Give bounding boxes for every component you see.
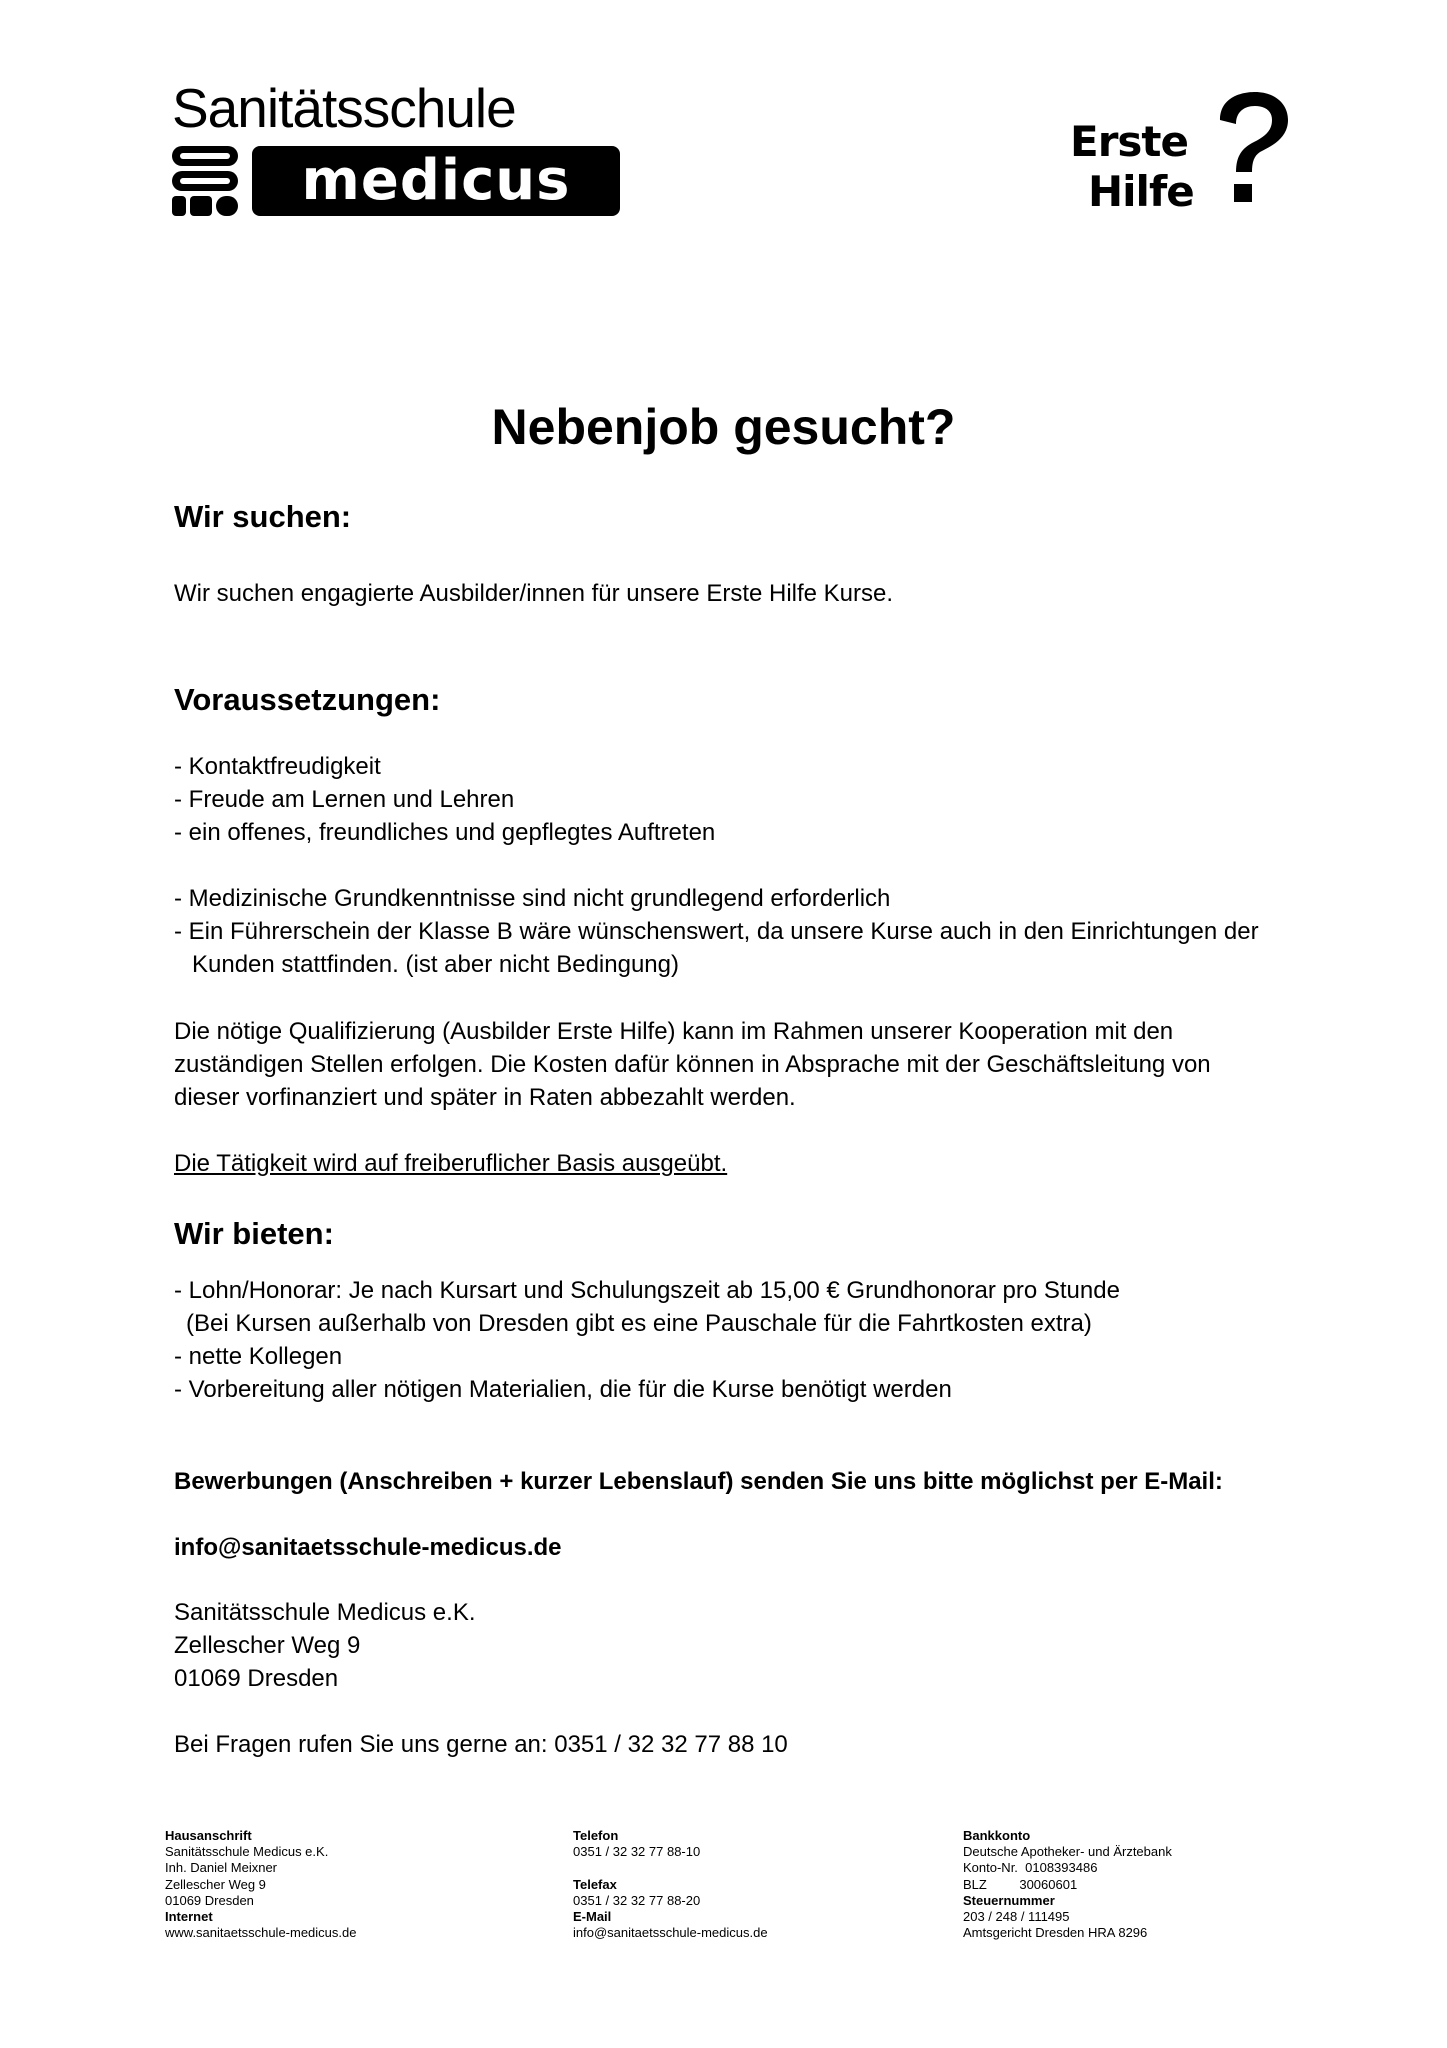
paragraph-line: zuständigen Stellen erfolgen. Die Kosten dafür können in Absprache mit der Geschäftsleitung von xyxy=(174,1051,1211,1078)
question-mark-icon xyxy=(1210,90,1290,210)
bewerbung-line: Bewerbungen (Anschreiben + kurzer Lebenslauf) senden Sie uns bitte möglichst per E-Mail: xyxy=(174,1468,1223,1495)
paragraph-line: Die nötige Qualifizierung (Ausbilder Erste Hilfe) kann im Rahmen unserer Kooperation mit den xyxy=(174,1018,1174,1045)
wir-bieten-list xyxy=(174,1274,1314,1406)
logo-name-text: Sanitätsschule xyxy=(172,77,516,139)
phone-note-text: Bei Fragen rufen Sie uns gerne an: 0351 / 32 32 77 88 10 xyxy=(174,1731,788,1758)
bewerbung-text xyxy=(174,1465,1314,1498)
basis-note xyxy=(174,1147,1314,1180)
list-item-continuation: Kunden stattfinden. (ist aber nicht Bedingung) xyxy=(192,951,679,978)
footer-line: 0351 / 32 32 77 88-20 xyxy=(573,1892,701,1908)
address-line: 01069 Dresden xyxy=(174,1665,339,1692)
postal-address xyxy=(174,1596,1314,1695)
footer-line: Deutsche Apotheker- und Ärztebank xyxy=(963,1844,1172,1860)
erste-text: Erste xyxy=(1070,117,1188,166)
bewerbung-email xyxy=(174,1531,1314,1564)
footer-column-bank xyxy=(963,1828,1172,1941)
list-item: - Freude am Lernen und Lehren xyxy=(174,786,515,813)
section-heading-wir-suchen: Wir suchen: xyxy=(174,499,352,534)
footer-heading: E-Mail xyxy=(573,1909,612,1925)
footer-heading: Hausanschrift xyxy=(165,1828,252,1843)
list-item-continuation: (Bei Kursen außerhalb von Dresden gibt es eine Pauschale für die Fahrtkosten extra) xyxy=(186,1310,1092,1337)
footer-line: 203 / 248 / 111495 xyxy=(963,1909,1070,1925)
email-address: info@sanitaetsschule-medicus.de xyxy=(174,1534,562,1561)
section-heading-voraussetzungen: Voraussetzungen: xyxy=(174,682,441,717)
section-heading-wir-bieten: Wir bieten: xyxy=(174,1216,334,1251)
footer-heading: Bankkonto xyxy=(963,1828,1031,1843)
footer-column-contact xyxy=(573,1828,768,1941)
footer-column-address xyxy=(165,1828,356,1941)
footer-heading: Steuernummer xyxy=(963,1892,1055,1908)
basis-note-text: Die Tätigkeit wird auf freiberuflicher Basis ausgeübt. xyxy=(174,1150,728,1177)
list-item: - Ein Führerschein der Klasse B wäre wünschenswert, da unsere Kurse auch in den Einrichtungen der xyxy=(174,918,1259,945)
address-line: Sanitätsschule Medicus e.K. xyxy=(174,1599,476,1626)
qualifizierung-paragraph xyxy=(174,1015,1314,1114)
footer-line: Zellescher Weg 9 xyxy=(165,1876,266,1892)
list-item: - ein offenes, freundliches und gepflegtes Auftreten xyxy=(174,819,716,846)
footer-line: Sanitätsschule Medicus e.K. xyxy=(165,1844,329,1860)
list-item: - Medizinische Grundkenntnisse sind nicht grundlegend erforderlich xyxy=(174,885,891,912)
address-line: Zellescher Weg 9 xyxy=(174,1632,361,1659)
footer-heading: Telefax xyxy=(573,1876,617,1892)
wir-suchen-line: Wir suchen engagierte Ausbilder/innen für unsere Erste Hilfe Kurse. xyxy=(174,580,894,607)
list-item: - Vorbereitung aller nötigen Materialien, die für die Kurse benötigt werden xyxy=(174,1376,952,1403)
footer-line: 0351 / 32 32 77 88-10 xyxy=(573,1844,701,1860)
erste-hilfe-logo xyxy=(1070,90,1290,225)
page-title: Nebenjob gesucht? xyxy=(491,399,956,455)
sanitaetsschule-logo xyxy=(172,77,571,223)
list-item: - nette Kollegen xyxy=(174,1343,343,1370)
footer-line: Amtsgericht Dresden HRA 8296 xyxy=(963,1925,1148,1941)
footer-line: info@sanitaetsschule-medicus.de xyxy=(573,1925,768,1941)
voraussetzungen-list-1 xyxy=(174,750,1314,849)
footer-heading: Telefon xyxy=(573,1828,619,1843)
list-item: - Lohn/Honorar: Je nach Kursart und Schulungszeit ab 15,00 € Grundhonorar pro Stunde xyxy=(174,1277,1120,1304)
wir-suchen-text xyxy=(174,577,1314,610)
phone-note xyxy=(174,1728,1314,1761)
logo-mark-icon xyxy=(172,146,238,216)
footer-line: 01069 Dresden xyxy=(165,1892,254,1908)
hilfe-text: Hilfe xyxy=(1088,167,1194,216)
logo-brand-bar xyxy=(252,146,620,216)
footer-line: Konto-Nr. 0108393486 xyxy=(963,1860,1098,1876)
footer-heading: Internet xyxy=(165,1909,213,1925)
voraussetzungen-list-2 xyxy=(174,882,1314,981)
logo-brand-text: medicus xyxy=(301,148,571,213)
footer-line: Inh. Daniel Meixner xyxy=(165,1860,277,1876)
footer-line: www.sanitaetsschule-medicus.de xyxy=(165,1925,357,1941)
footer-line: BLZ 30060601 xyxy=(963,1876,1078,1892)
paragraph-line: dieser vorfinanziert und später in Raten abbezahlt werden. xyxy=(174,1084,796,1111)
list-item: - Kontaktfreudigkeit xyxy=(174,753,381,780)
